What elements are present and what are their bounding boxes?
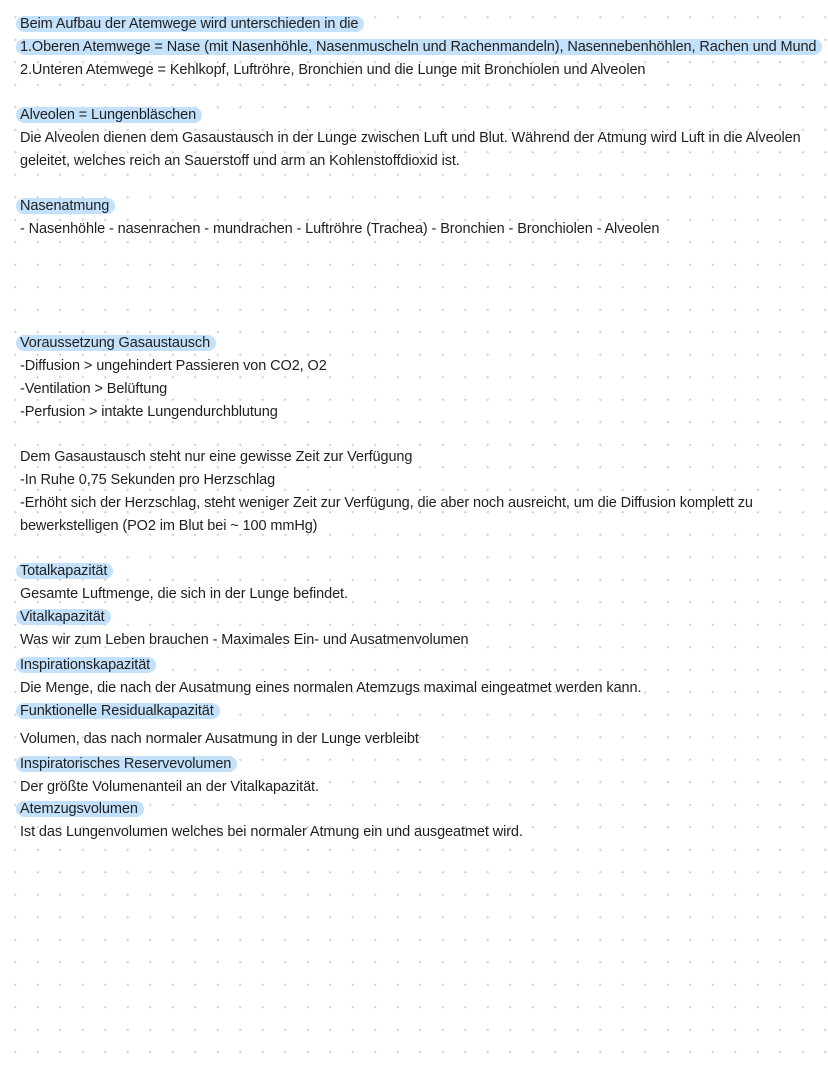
definition-atemzugsvolumen: Ist das Lungenvolumen welches bei normaler Atmung ein und ausgeatmet wird. bbox=[20, 824, 523, 840]
term-funktionelle-residualkapazitaet bbox=[20, 701, 220, 721]
term-inspirationskapazitaet bbox=[20, 655, 156, 675]
intro-heading bbox=[20, 14, 364, 34]
alveolen-heading-highlight: Alveolen = Lungenbläschen bbox=[16, 107, 202, 123]
intro-heading-highlight: Beim Aufbau der Atemwege wird unterschieden in die bbox=[16, 16, 364, 32]
gasaustausch-heading-highlight: Voraussetzung Gasaustausch bbox=[16, 335, 216, 351]
term-vitalkapazitaet bbox=[20, 607, 111, 627]
definition-inspiratorisches-reservevolumen: Der größte Volumenanteil an der Vitalkapazität. bbox=[20, 779, 319, 795]
zeit-text-1: Dem Gasaustausch steht nur eine gewisse Zeit zur Verfügung bbox=[20, 449, 413, 465]
definition-totalkapazitaet: Gesamte Luftmenge, die sich in der Lunge befindet. bbox=[20, 586, 348, 602]
gasaustausch-item-3: -Perfusion > intakte Lungendurchblutung bbox=[20, 404, 278, 420]
zeit-text-4: bewerkstelligen (PO2 im Blut bei ~ 100 mmHg) bbox=[20, 518, 318, 534]
intro-item-1-text: 1.Oberen Atemwege = Nase (mit Nasenhöhle, Nasenmuscheln und Rachenmandeln), Nasennebenhöhlen, Rachen und Mund bbox=[16, 39, 822, 55]
alveolen-text-1: Die Alveolen dienen dem Gasaustausch in der Lunge zwischen Luft und Blut. Während der Atmung wird Luft in die Alveolen bbox=[20, 130, 801, 146]
term-atemzugsvolumen bbox=[20, 799, 144, 819]
intro-item-1 bbox=[20, 37, 822, 57]
gasaustausch-item-1: -Diffusion > ungehindert Passieren von CO2, O2 bbox=[20, 358, 327, 374]
term-highlight: Vitalkapazität bbox=[16, 609, 111, 625]
term-highlight: Atemzugsvolumen bbox=[16, 801, 144, 817]
definition-funktionelle-residualkapazitaet: Volumen, das nach normaler Ausatmung in der Lunge verbleibt bbox=[20, 731, 419, 747]
intro-item-2: 2.Unteren Atemwege = Kehlkopf, Luftröhre, Bronchien und die Lunge mit Bronchiolen und Alveolen bbox=[20, 62, 646, 78]
term-highlight: Inspirationskapazität bbox=[16, 657, 156, 673]
zeit-text-3: -Erhöht sich der Herzschlag, steht weniger Zeit zur Verfügung, die aber noch ausreicht, um die Diffusion komplett zu bbox=[20, 495, 753, 511]
gasaustausch-item-2: -Ventilation > Belüftung bbox=[20, 381, 168, 397]
nasenatmung-text: - Nasenhöhle - nasenrachen - mundrachen - Luftröhre (Trachea) - Bronchien - Bronchiolen - Alveolen bbox=[20, 221, 660, 237]
nasenatmung-heading-highlight: Nasenatmung bbox=[16, 198, 115, 214]
term-totalkapazitaet bbox=[20, 561, 113, 581]
term-highlight: Inspiratorisches Reservevolumen bbox=[16, 756, 237, 772]
term-highlight: Funktionelle Residualkapazität bbox=[16, 703, 220, 719]
term-inspiratorisches-reservevolumen bbox=[20, 754, 237, 774]
term-highlight: Totalkapazität bbox=[16, 563, 113, 579]
definition-vitalkapazitaet: Was wir zum Leben brauchen - Maximales Ein- und Ausatmenvolumen bbox=[20, 632, 469, 648]
alveolen-heading bbox=[20, 105, 202, 125]
alveolen-text-2: geleitet, welches reich an Sauerstoff und arm an Kohlenstoffdioxid ist. bbox=[20, 153, 460, 169]
nasenatmung-heading bbox=[20, 196, 115, 216]
gasaustausch-heading bbox=[20, 333, 216, 353]
definition-inspirationskapazitaet: Die Menge, die nach der Ausatmung eines normalen Atemzugs maximal eingeatmet werden kann. bbox=[20, 680, 642, 696]
zeit-text-2: -In Ruhe 0,75 Sekunden pro Herzschlag bbox=[20, 472, 276, 488]
